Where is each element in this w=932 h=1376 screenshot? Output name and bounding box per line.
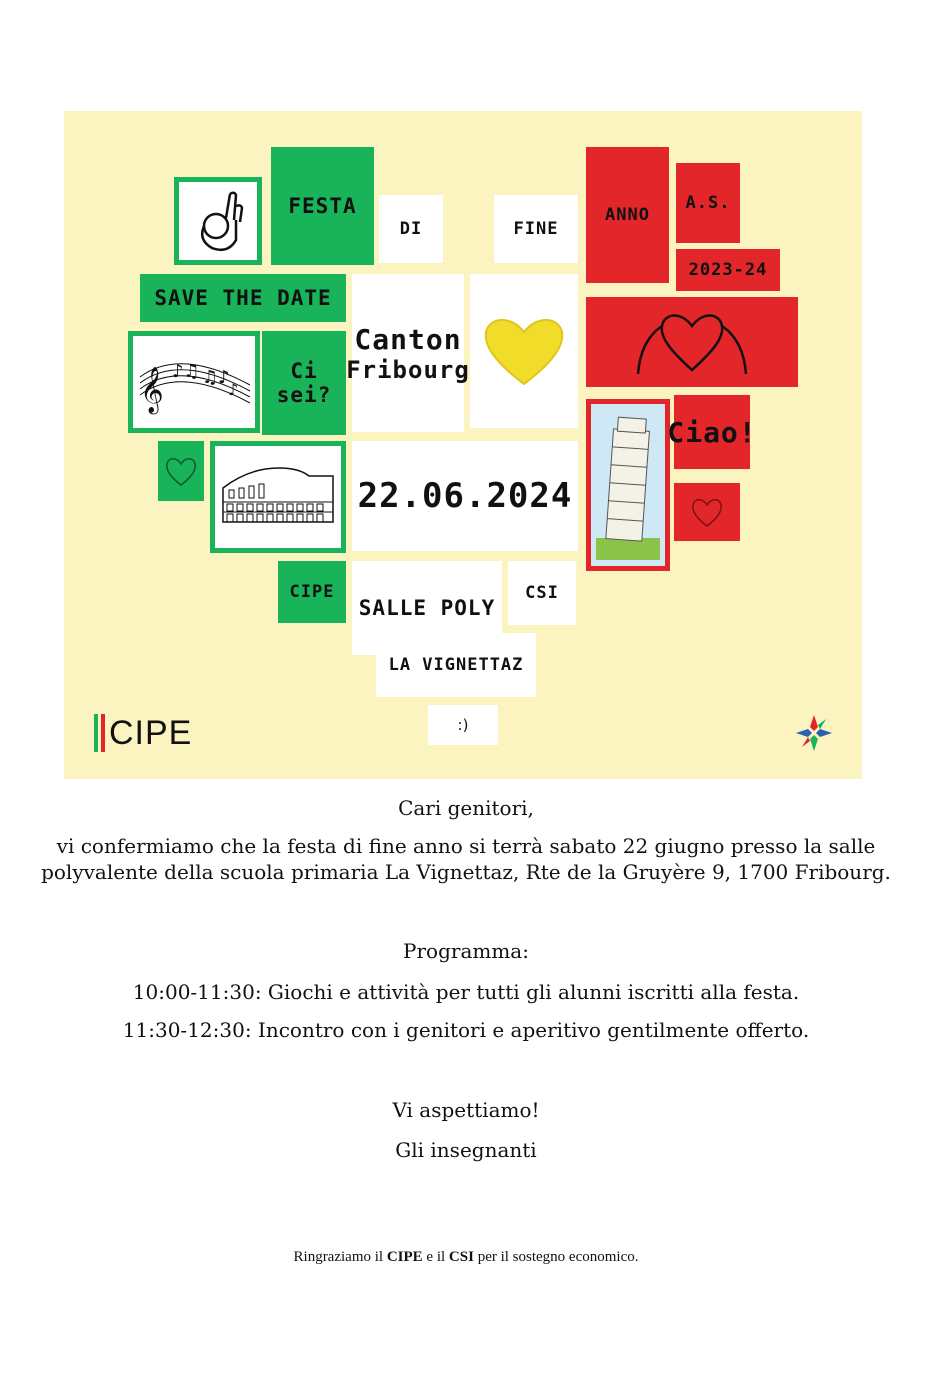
program-item-1: 10:00-11:30: Giochi e attività per tutti gli alunni iscritti alla festa. (132, 980, 800, 1004)
svg-text:𝄞: 𝄞 (140, 367, 164, 413)
green-heart-outline-icon (164, 455, 198, 487)
closing: Vi aspettiamo! (392, 1098, 540, 1122)
music-notes-tile (128, 331, 260, 433)
svg-text:♪: ♪ (228, 380, 239, 399)
music-notes-icon (136, 343, 252, 421)
sponsor-footer: Ringraziamo il CIPE e il CSI per il sostegno economico. (293, 1249, 639, 1265)
ci-sei-tile: Ci sei? (262, 331, 346, 435)
save-the-date-tile: SAVE THE DATE (140, 274, 346, 322)
year-tile: 2023-24 (676, 249, 780, 291)
festa-tile: FESTA (271, 147, 374, 265)
ok-hand-tile (174, 177, 262, 265)
heart-hands-icon (632, 304, 752, 380)
colosseum-icon (219, 462, 337, 532)
body-line-1: vi confermiamo che la festa di fine anno si terrà sabato 22 giugno presso la salle (56, 834, 876, 858)
fine-tile: FINE (494, 195, 578, 263)
ok-hand-icon (188, 186, 248, 256)
csi-logo (792, 711, 836, 755)
green-heart-tile (158, 441, 204, 501)
program-item-2: 11:30-12:30: Incontro con i genitori e aperitivo gentilmente offerto. (122, 1018, 810, 1042)
canton-fribourg-tile: Canton Fribourg (352, 274, 464, 432)
pisa-tower-tile (586, 399, 670, 571)
la-vignettaz-tile: LA VIGNETTAZ (376, 633, 536, 697)
red-heart-outline-icon (690, 496, 724, 528)
signature: Gli insegnanti (395, 1138, 537, 1162)
csi-tile: CSI (508, 561, 576, 625)
yellow-heart-icon (482, 314, 566, 388)
heart-hands-tile (586, 297, 798, 387)
cipe-logo: CIPE (94, 713, 192, 753)
smiley-tile: :) (428, 705, 498, 745)
colosseum-tile (210, 441, 346, 553)
di-tile: DI (379, 195, 443, 263)
ciao-tile: Ciao! (674, 395, 750, 469)
as-tile: A.S. (676, 163, 740, 243)
program-title: Programma: (403, 939, 529, 963)
cipe-tile: CIPE (278, 561, 346, 623)
anno-tile: ANNO (586, 147, 669, 283)
yellow-heart-tile (470, 274, 578, 428)
greeting: Cari genitori, (398, 796, 534, 820)
pisa-tower-icon (596, 410, 660, 560)
svg-text:♪♫: ♪♫ (172, 361, 200, 382)
event-poster (64, 111, 862, 779)
svg-text:♫♪: ♫♪ (202, 367, 230, 388)
body-line-2: polyvalente della scuola primaria La Vignettaz, Rte de la Gruyère 9, 1700 Fribourg. (41, 860, 891, 884)
salle-poly-tile: SALLE POLY (352, 561, 502, 655)
red-heart-tile (674, 483, 740, 541)
date-tile: 22.06.2024 (352, 441, 578, 551)
